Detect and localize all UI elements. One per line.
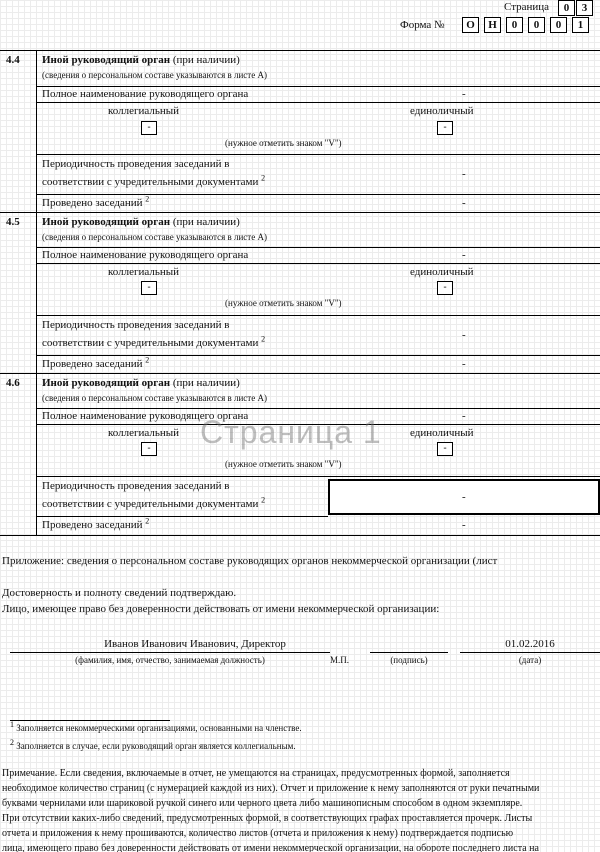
- form-digit-cell: 0: [528, 17, 545, 33]
- caption-mp: М.П.: [330, 655, 350, 665]
- section-title: Иной руководящий орган (при наличии): [42, 54, 240, 66]
- collegial-checkbox[interactable]: -: [141, 442, 157, 456]
- periodicity-value[interactable]: -: [462, 168, 466, 180]
- periodicity-label-line2: соответствии с учредительными документами $^2$: [42, 495, 266, 510]
- form-digit-cell: Н: [484, 17, 501, 33]
- note-line: При отсутствии каких-либо сведений, предусмотренных формой, в соответствующих графах проставляется прочерк. Листы: [2, 813, 533, 824]
- collegial-checkbox[interactable]: -: [141, 121, 157, 135]
- form-label: Форма №: [400, 19, 445, 31]
- signer-name[interactable]: Иванов Иванович Иванович, Директор: [104, 638, 286, 650]
- mark-hint: (нужное отметить знаком "V"): [225, 298, 342, 308]
- note-line: отчета и приложения к нему прошиваются, количество листов (отчета и приложения к нему) подтверждается подписью: [2, 828, 514, 839]
- full-name-value[interactable]: -: [462, 249, 466, 261]
- note-line: Примечание. Если сведения, включаемые в отчет, не умещаются на страницах, предусмотренных формой, заполняется: [2, 768, 510, 779]
- held-label: Проведено заседаний $^2$: [42, 194, 150, 209]
- section-number: 4.6: [6, 377, 20, 389]
- form-digit-cell: 1: [572, 17, 589, 33]
- collegial-label: коллегиальный: [108, 427, 180, 439]
- confirm-text: Достоверность и полноту сведений подтверждаю.: [2, 587, 237, 599]
- mark-hint: (нужное отметить знаком "V"): [225, 459, 342, 469]
- page-watermark: Страница 1: [200, 414, 382, 450]
- periodicity-label: Периодичность проведения заседаний в: [42, 480, 230, 492]
- sole-label: единоличный: [410, 105, 474, 117]
- section-number: 4.5: [6, 216, 20, 228]
- sole-label: единоличный: [410, 266, 474, 278]
- full-name-label: Полное наименование руководящего органа: [42, 410, 249, 422]
- periodicity-label-line2: соответствии с учредительными документами $^2$: [42, 173, 266, 188]
- periodicity-label: Периодичность проведения заседаний в: [42, 319, 230, 331]
- footnote-1: 1 Заполняется некоммерческими организациями, основанными на членстве.: [10, 720, 302, 733]
- note-line: лица, имеющего право без доверенности действовать от имени некоммерческой организации, на обороте последнего листа на: [2, 843, 539, 852]
- periodicity-label-line2: соответствии с учредительными документами $^2$: [42, 334, 266, 349]
- section-number: 4.4: [6, 54, 20, 66]
- section-title: Иной руководящий орган (при наличии): [42, 216, 240, 228]
- section-title: Иной руководящий орган (при наличии): [42, 377, 240, 389]
- periodicity-value[interactable]: -: [462, 329, 466, 341]
- form-digit-cell: 0: [506, 17, 523, 33]
- page-digit-cell: 3: [576, 0, 593, 16]
- collegial-label: коллегиальный: [108, 266, 180, 278]
- collegial-label: коллегиальный: [108, 105, 180, 117]
- signer-date[interactable]: 01.02.2016: [505, 638, 555, 650]
- caption-name: (фамилия, имя, отчество, занимаемая должность): [75, 655, 265, 665]
- sole-checkbox[interactable]: -: [437, 121, 453, 135]
- appendix-text: Приложение: сведения о персональном составе руководящих органов некоммерческой организации (лист: [2, 555, 498, 567]
- full-name-value[interactable]: -: [462, 410, 466, 422]
- full-name-label: Полное наименование руководящего органа: [42, 249, 249, 261]
- note-block: [2, 766, 600, 852]
- mark-hint: (нужное отметить знаком "V"): [225, 138, 342, 148]
- sole-checkbox[interactable]: -: [437, 442, 453, 456]
- held-value[interactable]: -: [462, 358, 466, 370]
- note-line: необходимое количество страниц (с нумерацией каждой из них). Отчет и приложение к нему заполняются от руки печатными: [2, 783, 540, 794]
- held-value[interactable]: -: [462, 197, 466, 209]
- footnote-2: 2 Заполняется в случае, если руководящий орган является коллегиальным.: [10, 738, 296, 751]
- form-digit-cell: 0: [550, 17, 567, 33]
- sole-checkbox[interactable]: -: [437, 281, 453, 295]
- held-label: Проведено заседаний $^2$: [42, 355, 150, 370]
- section-subtitle: (сведения о персональном составе указываются в листе А): [42, 232, 267, 242]
- collegial-checkbox[interactable]: -: [141, 281, 157, 295]
- held-label: Проведено заседаний $^2$: [42, 516, 150, 531]
- page-digit-cell: 0: [558, 0, 575, 16]
- sole-label: единоличный: [410, 427, 474, 439]
- caption-sign: (подпись): [390, 655, 428, 665]
- full-name-value[interactable]: -: [462, 88, 466, 100]
- caption-date: (дата): [518, 655, 542, 665]
- note-line: буквами чернилами или шариковой ручкой синего или черного цвета либо машинописным способом в одном экземпляре.: [2, 798, 523, 809]
- held-value[interactable]: -: [462, 519, 466, 531]
- person-label: Лицо, имеющее право без доверенности действовать от имени некоммерческой организации:: [2, 603, 440, 615]
- section-subtitle: (сведения о персональном составе указываются в листе А): [42, 70, 267, 80]
- section-subtitle: (сведения о персональном составе указываются в листе А): [42, 393, 267, 403]
- periodicity-label: Периодичность проведения заседаний в: [42, 158, 230, 170]
- full-name-label: Полное наименование руководящего органа: [42, 88, 249, 100]
- form-digit-cell: О: [462, 17, 479, 33]
- page-label: Страница: [504, 1, 550, 13]
- periodicity-value[interactable]: -: [462, 491, 466, 503]
